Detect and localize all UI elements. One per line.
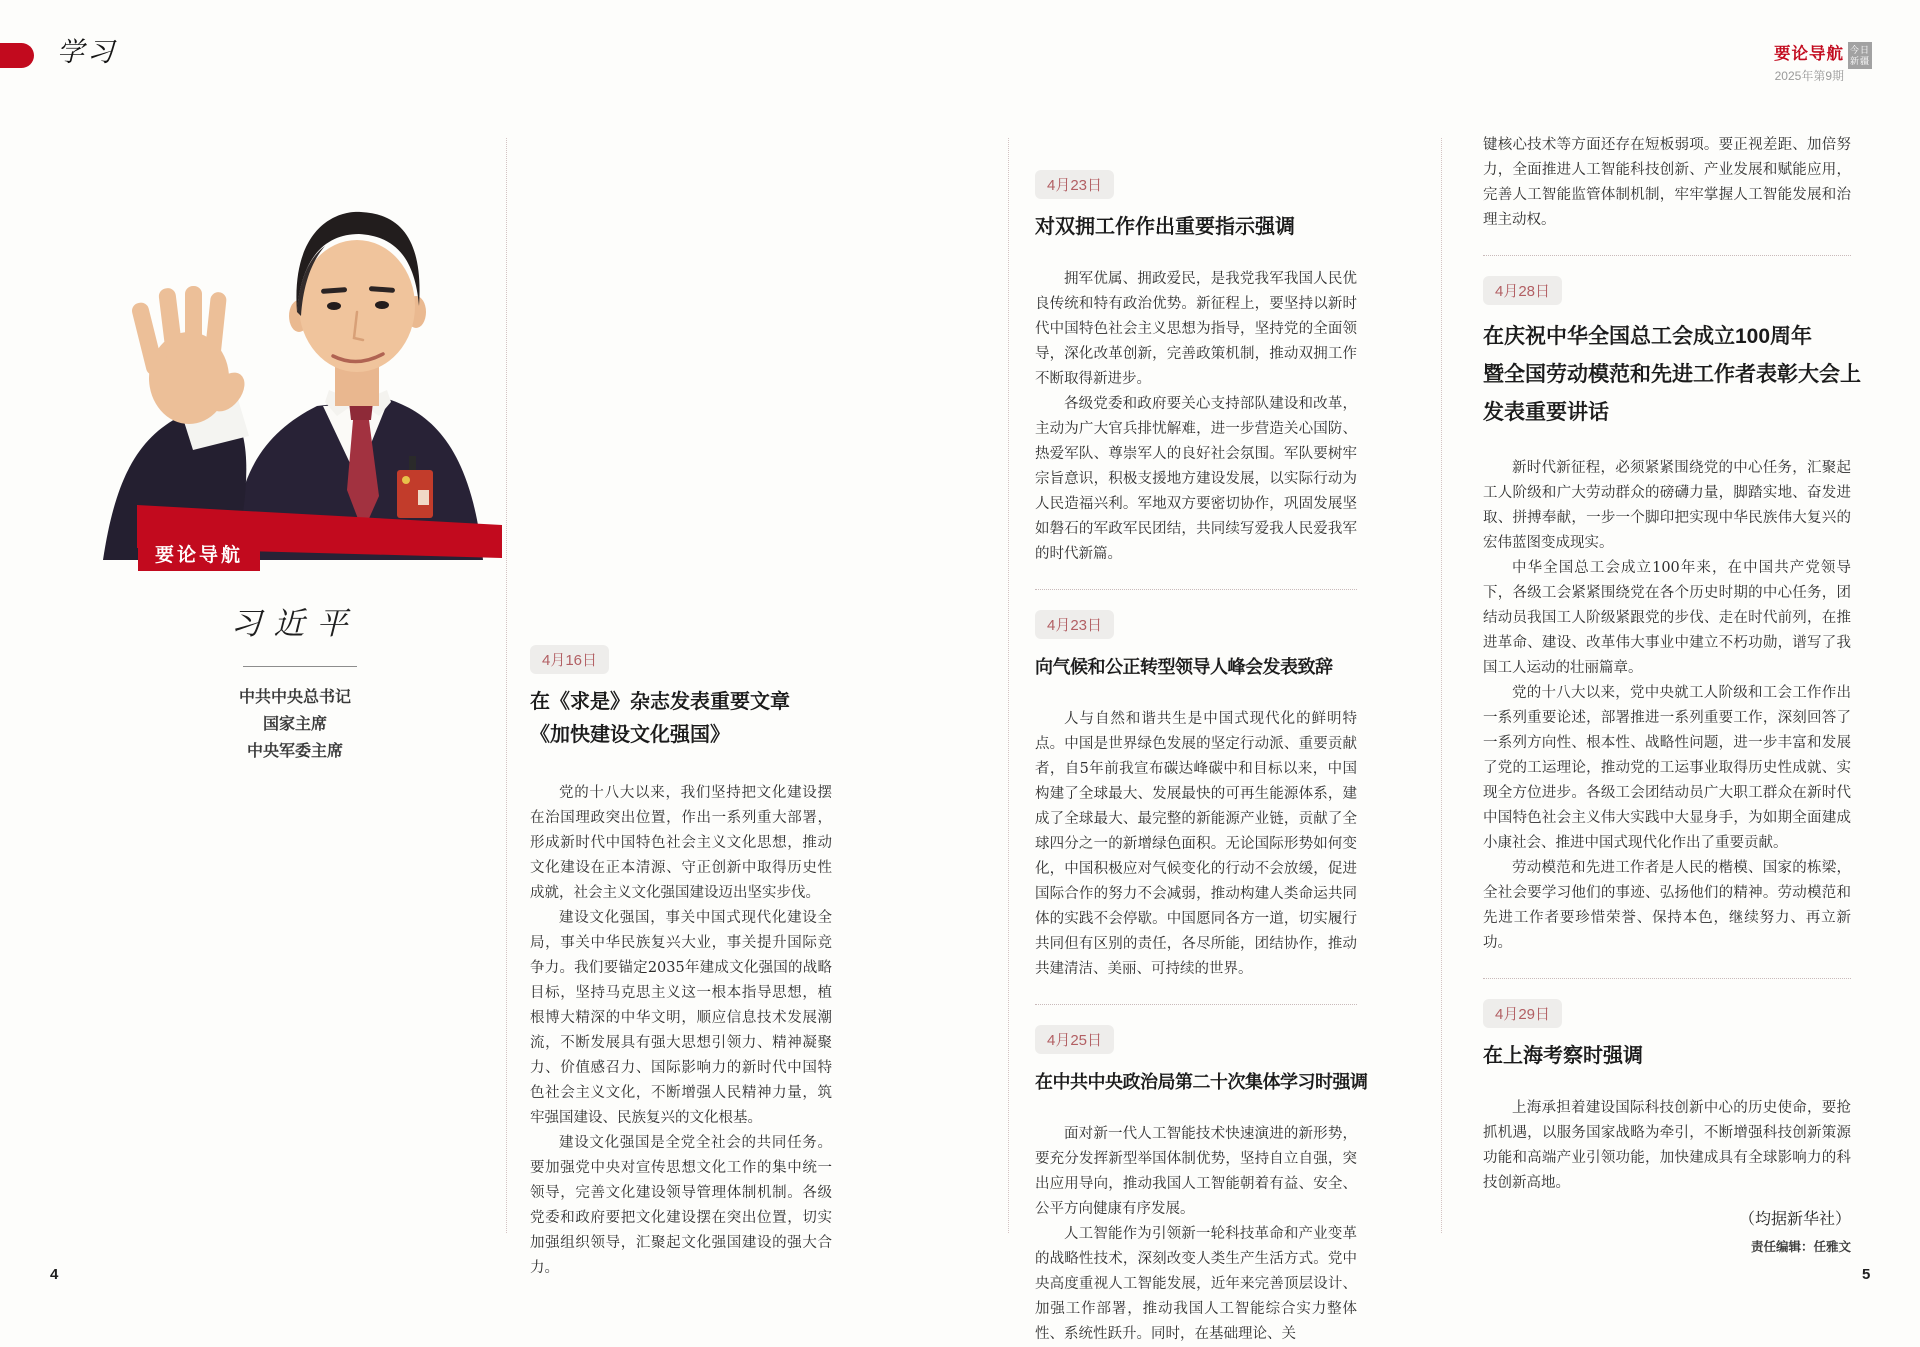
body-paragraph: 建设文化强国，事关中国式现代化建设全局，事关中华民族复兴大业，事关提升国际竞争力。我们要锚定2035年建成文化强国的战略目标，坚持马克思主义这一根本指导思想，植根博大精深的中华文明，顺应信息技术发展潮流，不断发展具有强大思想引领力、精神凝聚力、价值感召力、国际影响力的新时代中国特色社会主义文化，不断增强人民精神力量，筑牢强国建设、民族复兴的文化根基。 (530, 910, 832, 1126)
article-body-continuation (1483, 133, 1851, 233)
article-title-line: 《加快建设文化强国》 (530, 724, 730, 746)
body-paragraph: 党的十八大以来，党中央就工人阶级和工会工作作出一系列重要论述，部署推进一系列重要工作，深刻回答了一系列方向性、根本性、战略性问题，进一步丰富和发展了党的工运理论，推动党的工运事业取得历史性成就、实现全方位进步。各级工会团结动员广大职工群众在新时代中国特色社会主义伟大实践中大显身手，为如期全面建成小康社会、推进中国式现代化作出了重要贡献。 (1483, 685, 1851, 851)
body-paragraph: 中华全国总工会成立100年来，在中国共产党领导下，各级工会紧紧围绕党在各个历史时期的中心任务，团结动员我国工人阶级紧跟党的步伐、走在时代前列，在推进革命、建设、改革伟大事业中建立不朽功勋，谱写了我国工人运动的壮丽篇章。 (1483, 560, 1851, 676)
body-paragraph: 键核心技术等方面还存在短板弱项。要正视差距、加倍努力，全面推进人工智能科技创新、产业发展和赋能应用，完善人工智能监管体制机制，牢牢掌握人工智能发展和治理主动权。 (1483, 137, 1851, 228)
column-ribbon-label: 要论导航 (138, 541, 260, 571)
column-separator (1441, 138, 1442, 1233)
header-issue-label: 2025年第9期 (1774, 69, 1844, 83)
leader-name: 习近平 (230, 606, 360, 642)
section-divider (1035, 1004, 1357, 1005)
header-right-block (1736, 40, 1844, 84)
date-badge: 4月28日 (1483, 276, 1562, 305)
article-section (1035, 170, 1357, 567)
date-badge: 4月23日 (1035, 170, 1114, 199)
magazine-logo-line2: 新疆 (1849, 56, 1870, 66)
leader-title: 国家主席 (262, 716, 327, 733)
article-section (1035, 1025, 1368, 1347)
article-section (1483, 999, 1851, 1196)
date-badge: 4月23日 (1035, 610, 1114, 639)
article-title-line: 对双拥工作作出重要指示强调 (1035, 216, 1295, 238)
article-title-line: 在上海考察时强调 (1483, 1045, 1643, 1067)
leader-title: 中央军委主席 (246, 743, 343, 760)
section-divider (1483, 978, 1851, 979)
article-section (530, 645, 832, 1281)
column-separator (506, 138, 507, 1233)
body-paragraph: 劳动模范和先进工作者是人民的楷模、国家的栋梁，全社会要学习他们的事迹、弘扬他们的精神。劳动模范和先进工作者要珍惜荣誉、保持本色，继续努力、再立新功。 (1483, 860, 1851, 951)
body-paragraph: 拥军优属、拥政爱民，是我党我军我国人民优良传统和特有政治优势。新征程上，要坚持以新时代中国特色社会主义思想为指导，坚持党的全面领导，深化改革创新，完善政策机制，推动双拥工作不断取得新进步。 (1035, 271, 1357, 387)
body-paragraph: 人工智能作为引领新一轮科技革命和产业变革的战略性技术，深刻改变人类生产生活方式。党中央高度重视人工智能发展，近年来完善顶层设计、加强工作部署，推动我国人工智能综合实力整体性、系统性跃升。同时，在基础理论、关 (1035, 1226, 1357, 1342)
leader-titles (120, 684, 470, 765)
body-paragraph: 各级党委和政府要关心支持部队建设和改革，主动为广大官兵排忧解难，进一步营造关心国防、热爱军队、尊崇军人的良好社会氛围。军队要树牢宗旨意识，积极支援地方建设发展，以实际行动为人民造福兴利。军地双方要密切协作，巩固发展坚如磐石的军政军民团结，共同续写爱我人民爱我军的时代新篇。 (1035, 396, 1357, 562)
column-separator (1008, 138, 1009, 1233)
source-note: （均据新华社） (1738, 1209, 1851, 1228)
article-title-line: 在庆祝中华全国总工会成立100周年 (1483, 325, 1813, 348)
article-body (1483, 456, 1851, 956)
article-title-line: 在中共中央政治局第二十次集体学习时强调 (1035, 1072, 1368, 1092)
header-column-title: 要论导航 (1774, 45, 1844, 63)
section-divider (1035, 589, 1357, 590)
xi-jinping-photo (85, 140, 500, 560)
body-paragraph: 人与自然和谐共生是中国式现代化的鲜明特点。中国是世界绿色发展的坚定行动派、重要贡献者，自5年前我宣布碳达峰碳中和目标以来，中国构建了全球最大、发展最快的可再生能源体系，建成了全球最大、最完整的新能源产业链，贡献了全球四分之一的新增绿色面积。无论国际形势如何变化，中国积极应对气候变化的行动不会放缓，促进国际合作的努力不会减弱，推动构建人类命运共同体的实践不会停歇。中国愿同各方一道，切实履行共同但有区别的责任，各尽所能，团结协作，推动共建清洁、美丽、可持续的世界。 (1035, 711, 1357, 977)
article-section (1483, 276, 1861, 956)
name-divider (243, 666, 357, 667)
body-paragraph: 建设文化强国是全党全社会的共同任务。要加强党中央对宣传思想文化工作的集中统一领导，完善文化建设领导管理体制机制。各级党委和政府要把文化建设摆在突出位置，切实加强组织领导，汇聚起文化强国建设的强大合力。 (530, 1135, 832, 1276)
article-title-line: 发表重要讲话 (1483, 401, 1609, 424)
body-paragraph: 党的十八大以来，我们坚持把文化建设摆在治国理政突出位置，作出一系列重大部署，形成新时代中国特色社会主义文化思想，推动文化建设在正本清源、守正创新中取得历史性成就，社会主义文化强国建设迈出坚实步伐。 (530, 785, 832, 901)
page-number-left: 4 (50, 1266, 59, 1283)
section-divider (1483, 255, 1851, 256)
article-body (1035, 267, 1357, 567)
article-title-line: 暨全国劳动模范和先进工作者表彰大会上 (1483, 363, 1861, 386)
body-paragraph: 上海承担着建设国际科技创新中心的历史使命，要抢抓机遇，以服务国家战略为牵引，不断增强科技创新策源功能和高端产业引领功能，加快建成具有全球影响力的科技创新高地。 (1483, 1100, 1851, 1191)
body-paragraph: 面对新一代人工智能技术快速演进的新形势，要充分发挥新型举国体制优势，坚持自立自强，突出应用导向，推动我国人工智能朝着有益、安全、公平方向健康有序发展。 (1035, 1126, 1357, 1217)
section-label: 学习 (57, 37, 117, 68)
article-body (1035, 707, 1357, 982)
column-last (1483, 133, 1861, 1255)
body-paragraph: 新时代新征程，必须紧紧围绕党的中心任务，汇聚起工人阶级和广大劳动群众的磅礴力量，脚踏实地、奋发进取、拼搏奉献，一步一个脚印把实现中华民族伟大复兴的宏伟蓝图变成现实。 (1483, 460, 1851, 551)
page-number-right: 5 (1862, 1266, 1871, 1283)
date-badge: 4月16日 (530, 645, 609, 674)
leader-title: 中共中央总书记 (238, 689, 351, 706)
article-section (1035, 610, 1357, 982)
corner-accent-bar (0, 43, 34, 68)
date-badge: 4月29日 (1483, 999, 1562, 1028)
article-body (1483, 1096, 1851, 1196)
magazine-logo-line1: 今日 (1849, 45, 1870, 55)
editor-note: 责任编辑：任雅文 (1750, 1240, 1851, 1254)
magazine-logo-badge (1848, 42, 1872, 69)
article-title-line: 在《求是》杂志发表重要文章 (530, 691, 790, 713)
column-first (530, 645, 832, 1281)
article-body (530, 781, 832, 1281)
date-badge: 4月25日 (1035, 1025, 1114, 1054)
article-body (1035, 1122, 1357, 1347)
article-title-line: 向气候和公正转型领导人峰会发表致辞 (1035, 657, 1333, 677)
column-middle (1035, 170, 1368, 1347)
